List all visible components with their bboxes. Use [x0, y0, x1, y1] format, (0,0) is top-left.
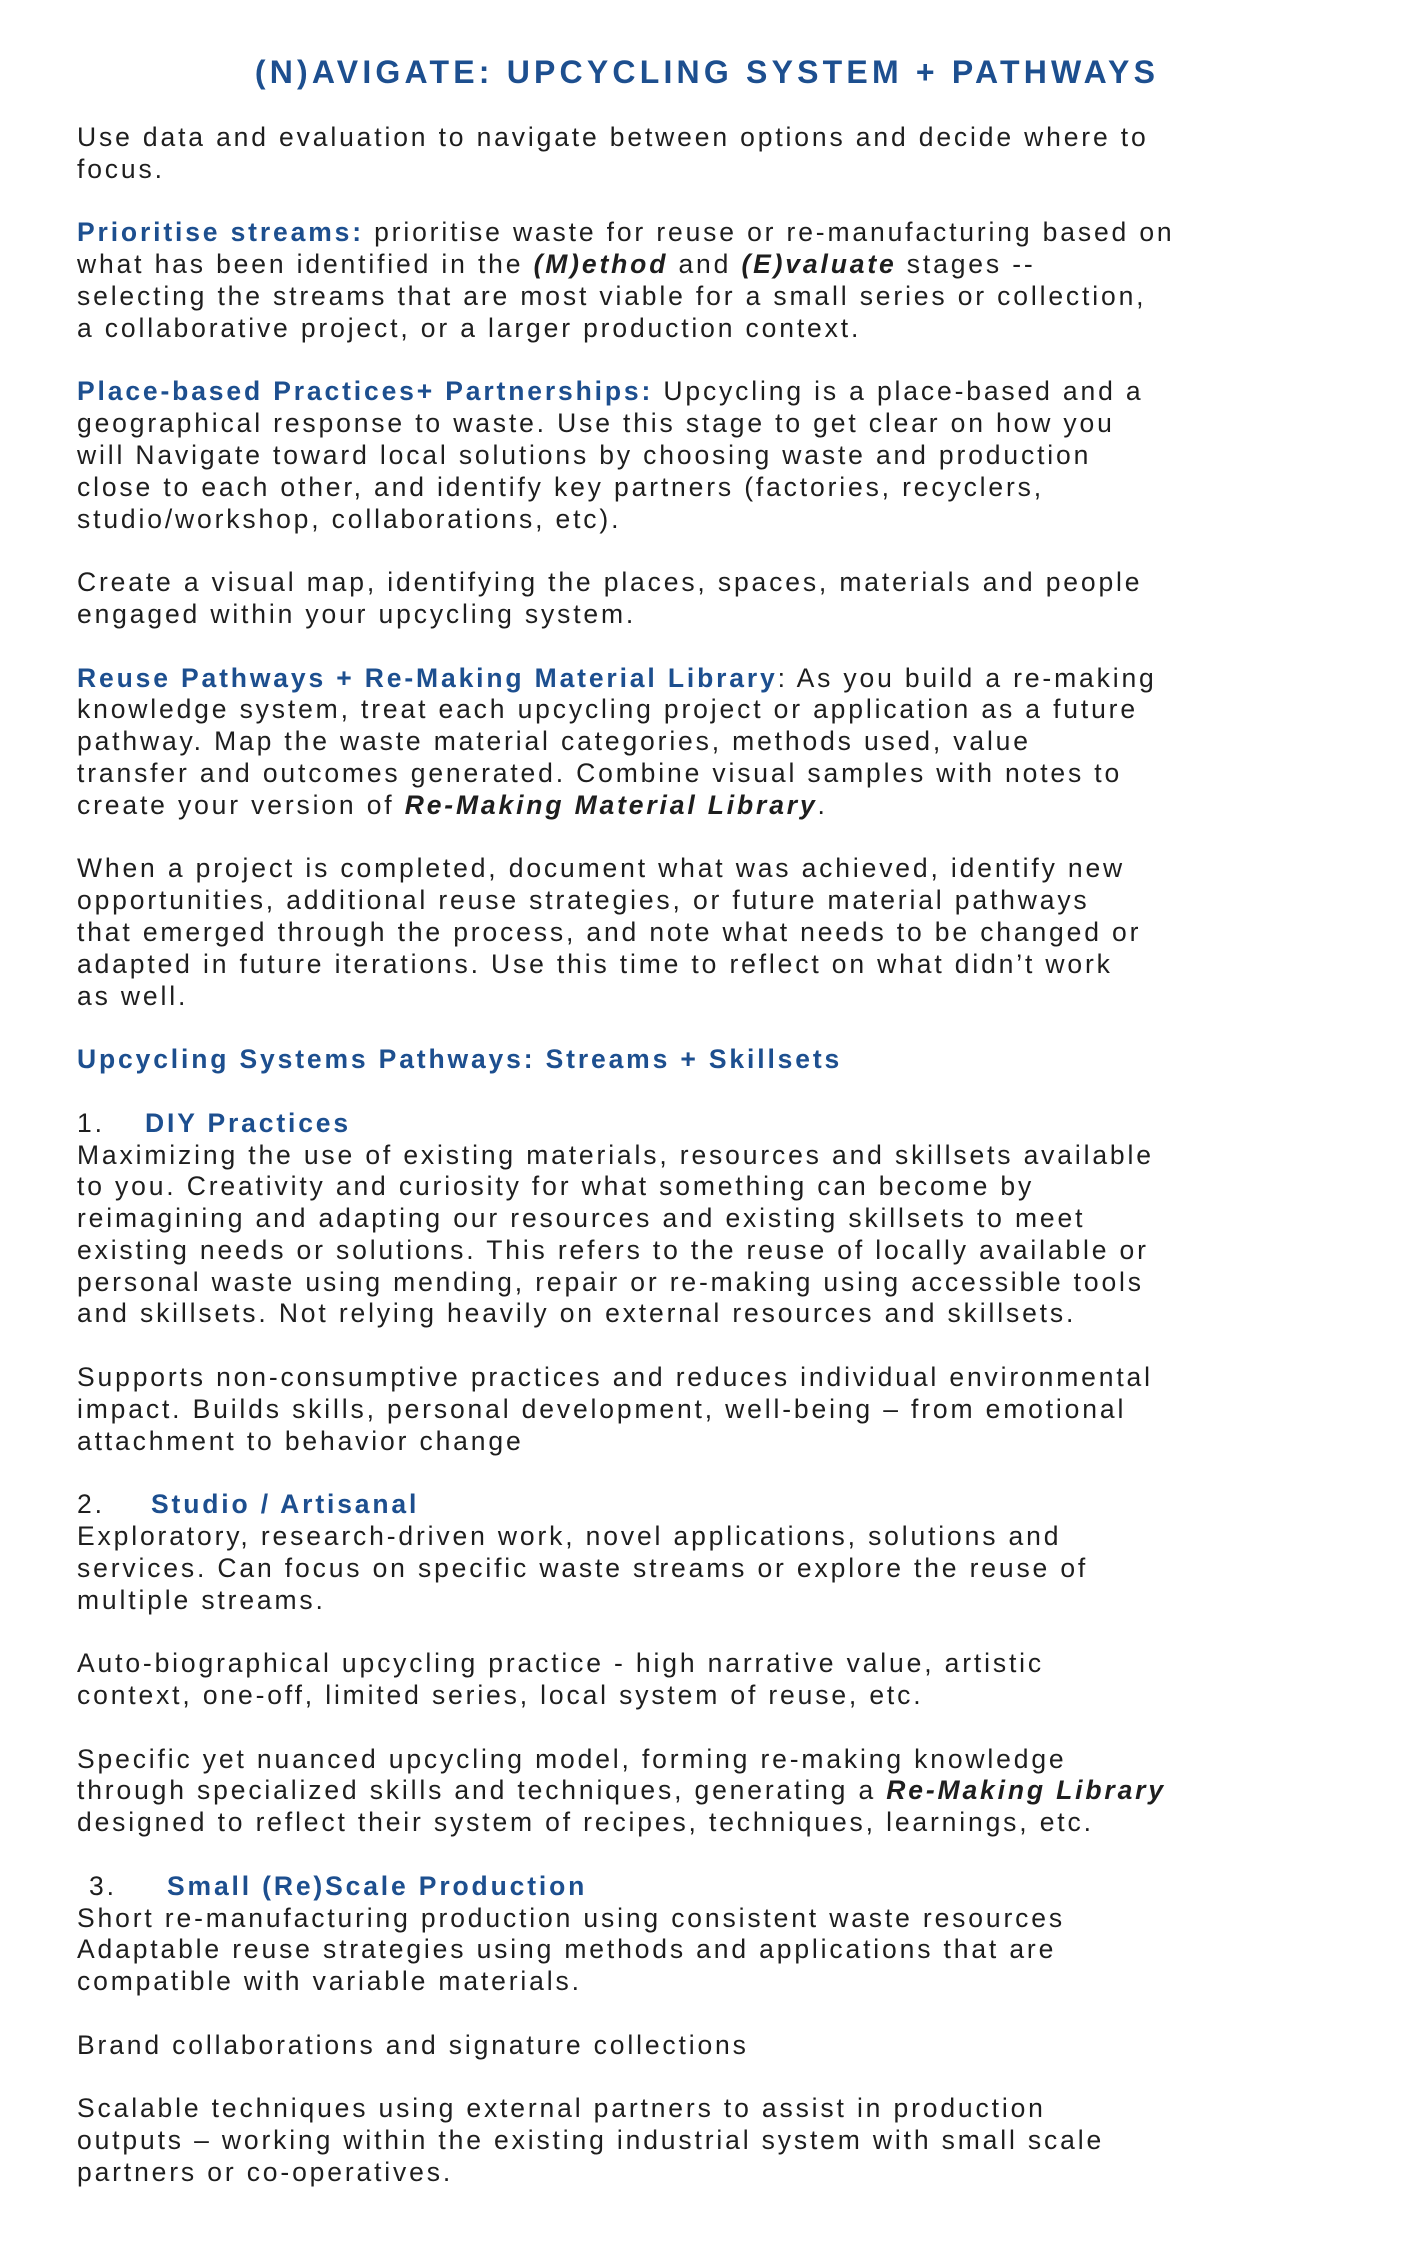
document-page — [77, 50, 1337, 2189]
pathway-2-body: Exploratory, research-driven work, novel applications, solutions and services. Can focus on specific waste streams or explore the reuse of multiple streams. — [77, 1521, 1089, 1615]
pathway-3-heading-line — [77, 1871, 1337, 1903]
material-library-term: Re-Making Material Library — [404, 789, 818, 820]
and-text: and — [668, 249, 742, 280]
pathway-3-number: 3. — [89, 1870, 117, 1901]
prioritise-text-1: prioritise waste for reuse or re-manufacturing based on what has been identified in the — [77, 217, 1175, 280]
reuse-pathways-paragraph — [77, 663, 1337, 822]
intro-paragraph: Use data and evaluation to navigate between options and decide where to focus. — [77, 122, 1149, 184]
pathway-1-heading: DIY Practices — [145, 1107, 351, 1138]
reuse-pathways-text-1: : As you build a re-making knowledge system, treat each upcycling project or application as a future pathway. Map the waste material categories, methods used, value transfer and outcomes generated. Combine visual samples with notes to create your version of — [77, 662, 1157, 820]
pathway-2-heading-line — [77, 1489, 1337, 1521]
pathway-3-heading: Small (Re)Scale Production — [167, 1870, 588, 1901]
project-completed-paragraph: When a project is completed, document what was achieved, identify new opportunities, additional reuse strategies, or future material pathways that emerged through the process, and note what needs to be changed or adapted in future iterations. Use this time to reflect on what didn’t work as well. — [77, 853, 1142, 1011]
remaking-library-term: Re-Making Library — [886, 1775, 1166, 1806]
pathway-1-number: 1. — [77, 1107, 105, 1138]
pathway-1-body: Maximizing the use of existing materials, resources and skillsets available to you. Creativity and curiosity for what something can become by reimagining and adapting our resources and existing skillsets to meet existing needs or solutions. This refers to the reuse of locally available or personal waste using mending, repair or re-making using accessible tools and skillsets. Not relying heavily on external resources and skillsets. — [77, 1139, 1154, 1329]
visual-map-paragraph: Create a visual map, identifying the places, spaces, materials and people engaged within your upcycling system. — [77, 567, 1143, 629]
pathway-1-body-2: Supports non-consumptive practices and reduces individual environmental impact. Builds skills, personal development, well-being – from emotional attachment to behavior change — [77, 1362, 1153, 1456]
reuse-pathways-text-2: . — [817, 789, 828, 820]
prioritise-text-2: stages -- selecting the streams that are most viable for a small series or collection, a collaborative project, or a larger production context. — [77, 249, 1147, 343]
pathway-2-body-2: Auto-biographical upcycling practice - high narrative value, artistic context, one-off, limited series, local system of reuse, etc. — [77, 1648, 1044, 1711]
pathway-3-body: Short re-manufacturing production using consistent waste resources Adaptable reuse strategies using methods and applications that are compatible with variable materials. — [77, 1902, 1065, 1997]
pathway-3-body-2: Brand collaborations and signature collections — [77, 2029, 749, 2060]
prioritise-heading: Prioritise streams: — [77, 217, 364, 248]
pathway-2-number: 2. — [77, 1489, 105, 1520]
pathway-2-body-3 — [77, 1744, 1337, 1839]
section-heading: Upcycling Systems Pathways: Streams + Skillsets — [77, 1044, 843, 1075]
evaluate-term: (E)valuate — [741, 249, 897, 280]
pathway-2-body-3-b: designed to reflect their system of recipes, techniques, learnings, etc. — [77, 1807, 1094, 1838]
reuse-pathways-heading: Reuse Pathways + Re-Making Material Library — [77, 662, 778, 693]
prioritise-paragraph — [77, 217, 1337, 344]
pathway-2-heading: Studio / Artisanal — [151, 1489, 420, 1520]
method-term: (M)ethod — [533, 249, 669, 280]
pathway-3-body-3: Scalable techniques using external partners to assist in production outputs – working within the existing industrial system with small scale partners or co-operatives. — [77, 2093, 1105, 2187]
page-title: (N)AVIGATE: UPCYCLING SYSTEM + PATHWAYS — [254, 54, 1160, 90]
place-based-text: Upcycling is a place-based and a geographical response to waste. Use this stage to get clear on how you will Navigate toward local solutions by choosing waste and production close to each other, and identify key partners (factories, recyclers, studio/workshop, collaborations, etc). — [77, 376, 1144, 534]
pathway-2-body-3-a: Specific yet nuanced upcycling model, forming re-making knowledge through specialized skills and techniques, generating a — [77, 1743, 1067, 1806]
place-based-heading: Place-based Practices+ Partnerships: — [77, 376, 654, 407]
pathway-1-heading-line — [77, 1108, 1337, 1140]
place-based-paragraph — [77, 376, 1337, 535]
